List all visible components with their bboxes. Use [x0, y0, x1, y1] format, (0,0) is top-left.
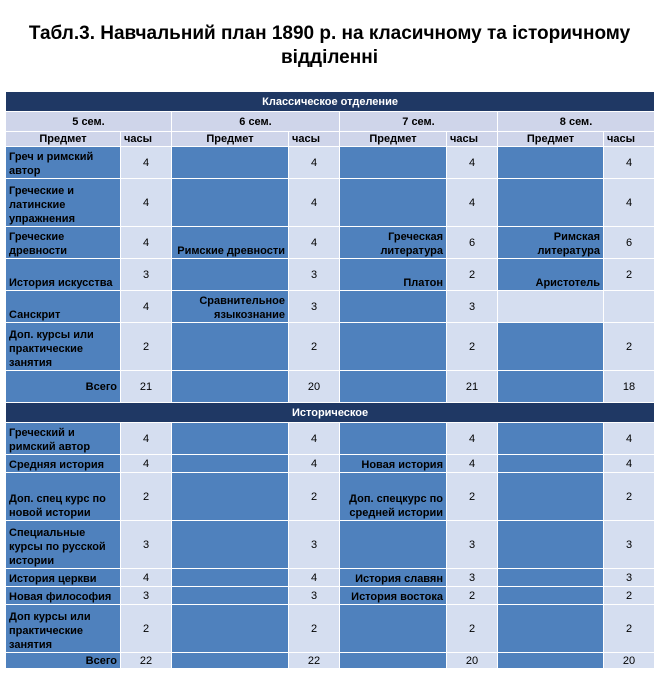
total-hours-cell: 20	[604, 653, 655, 669]
subject-cell	[340, 423, 447, 455]
subject-column-header: Предмет	[340, 132, 447, 147]
subject-cell: Доп. спецкурс по средней истории	[340, 473, 447, 521]
hours-cell: 6	[447, 227, 498, 259]
title-line-1: Табл.3. Навчальний план 1890 р. на класичному та історичному	[28, 23, 631, 44]
subject-cell	[498, 371, 604, 403]
subject-cell	[498, 147, 604, 179]
hours-cell: 4	[447, 179, 498, 227]
subject-cell	[340, 291, 447, 323]
hours-cell: 4	[447, 455, 498, 473]
semester-header: 6 сем.	[172, 112, 340, 132]
subject-cell	[172, 179, 289, 227]
hours-cell: 3	[121, 521, 172, 569]
hours-cell: 2	[604, 323, 655, 371]
table-row	[6, 147, 655, 179]
subject-cell	[498, 653, 604, 669]
semester-header: 7 сем.	[340, 112, 498, 132]
hours-cell: 2	[447, 587, 498, 605]
subject-cell: История востока	[340, 587, 447, 605]
table-row	[6, 323, 655, 371]
subject-cell	[172, 605, 289, 653]
subject-cell: Специальные курсы по русской истории	[6, 521, 121, 569]
total-hours-cell: 22	[121, 653, 172, 669]
hours-cell	[604, 291, 655, 323]
hours-cell: 3	[289, 259, 340, 291]
subject-cell	[340, 371, 447, 403]
subject-column-header: Предмет	[498, 132, 604, 147]
subject-cell	[340, 653, 447, 669]
hours-cell: 2	[121, 473, 172, 521]
subject-cell: Новая философия	[6, 587, 121, 605]
subject-cell	[498, 587, 604, 605]
table-row	[6, 291, 655, 323]
subject-cell: Римские древности	[172, 227, 289, 259]
hours-cell: 4	[289, 147, 340, 179]
hours-cell: 4	[121, 569, 172, 587]
hours-cell: 2	[289, 323, 340, 371]
subject-cell	[340, 605, 447, 653]
total-hours-cell: 18	[604, 371, 655, 403]
subject-cell: Греческий и римский автор	[6, 423, 121, 455]
hours-cell: 2	[604, 587, 655, 605]
subject-column-header: Предмет	[6, 132, 121, 147]
table-row	[6, 605, 655, 653]
subject-cell: Римская литература	[498, 227, 604, 259]
subject-cell	[498, 473, 604, 521]
subject-cell	[172, 147, 289, 179]
subject-cell: Греч и римский автор	[6, 147, 121, 179]
hours-cell: 4	[289, 569, 340, 587]
total-hours-cell: 20	[289, 371, 340, 403]
subject-cell	[172, 423, 289, 455]
subject-cell: История искусства	[6, 259, 121, 291]
hours-cell: 4	[121, 147, 172, 179]
hours-cell: 3	[604, 569, 655, 587]
subject-cell	[172, 587, 289, 605]
total-row	[6, 653, 655, 669]
hours-column-header: часы	[121, 132, 172, 147]
subject-cell: Платон	[340, 259, 447, 291]
subject-cell	[340, 521, 447, 569]
historical-section-header: Историческое	[6, 403, 655, 423]
hours-cell: 4	[604, 179, 655, 227]
subject-cell	[498, 521, 604, 569]
subject-cell: История славян	[340, 569, 447, 587]
hours-cell: 4	[289, 179, 340, 227]
total-hours-cell: 22	[289, 653, 340, 669]
semester-header: 8 сем.	[498, 112, 655, 132]
hours-cell: 2	[289, 605, 340, 653]
table-row	[6, 569, 655, 587]
subject-cell: Санскрит	[6, 291, 121, 323]
total-row	[6, 371, 655, 403]
hours-cell: 4	[289, 423, 340, 455]
subject-cell	[172, 521, 289, 569]
table-row	[6, 587, 655, 605]
hours-cell: 2	[447, 323, 498, 371]
hours-cell: 3	[447, 521, 498, 569]
hours-column-header: часы	[604, 132, 655, 147]
subject-cell	[498, 605, 604, 653]
table-row	[6, 423, 655, 455]
hours-cell: 3	[121, 587, 172, 605]
hours-cell: 6	[604, 227, 655, 259]
hours-cell: 2	[447, 605, 498, 653]
hours-cell: 3	[604, 521, 655, 569]
column-header-row	[6, 132, 655, 147]
subject-cell: История церкви	[6, 569, 121, 587]
hours-cell: 3	[289, 587, 340, 605]
page-title	[0, 22, 659, 70]
subject-cell: Аристотель	[498, 259, 604, 291]
subject-cell	[172, 569, 289, 587]
total-label: Всего	[6, 371, 121, 403]
table-row	[6, 521, 655, 569]
hours-cell: 2	[121, 605, 172, 653]
curriculum-table-body	[6, 92, 655, 669]
hours-cell: 2	[604, 605, 655, 653]
subject-cell: Новая история	[340, 455, 447, 473]
subject-cell	[498, 423, 604, 455]
subject-cell	[172, 473, 289, 521]
subject-cell: Греческая литература	[340, 227, 447, 259]
subject-cell	[340, 179, 447, 227]
hours-cell: 2	[447, 259, 498, 291]
hours-cell: 3	[289, 291, 340, 323]
hours-cell: 4	[121, 227, 172, 259]
hours-cell: 2	[604, 259, 655, 291]
hours-cell: 4	[121, 179, 172, 227]
semester-header: 5 сем.	[6, 112, 172, 132]
hours-cell: 4	[604, 147, 655, 179]
subject-cell	[172, 259, 289, 291]
subject-cell	[172, 653, 289, 669]
subject-cell: Доп курсы или практические занятия	[6, 605, 121, 653]
hours-cell: 4	[121, 423, 172, 455]
subject-cell	[498, 569, 604, 587]
subject-cell	[172, 371, 289, 403]
subject-cell	[498, 323, 604, 371]
hours-cell: 3	[447, 569, 498, 587]
classical-section-header: Классическое отделение	[6, 92, 655, 112]
hours-cell: 4	[121, 455, 172, 473]
hours-cell: 4	[447, 147, 498, 179]
hours-column-header: часы	[447, 132, 498, 147]
classical-section-row	[6, 92, 655, 112]
hours-cell: 2	[121, 323, 172, 371]
subject-cell	[498, 455, 604, 473]
hours-cell: 3	[289, 521, 340, 569]
subject-cell	[172, 455, 289, 473]
subject-cell: Греческие и латинские упражнения	[6, 179, 121, 227]
hours-cell: 4	[289, 227, 340, 259]
subject-cell: Доп. спец курс по новой истории	[6, 473, 121, 521]
subject-column-header: Предмет	[172, 132, 289, 147]
title-line-2: відділенні	[281, 47, 378, 68]
total-hours-cell: 21	[121, 371, 172, 403]
subject-cell	[340, 323, 447, 371]
table-row	[6, 179, 655, 227]
table-row	[6, 227, 655, 259]
hours-cell: 4	[447, 423, 498, 455]
curriculum-table	[5, 91, 655, 669]
subject-cell: Средняя история	[6, 455, 121, 473]
subject-cell: Сравнительное языкознание	[172, 291, 289, 323]
table-row	[6, 455, 655, 473]
hours-cell: 3	[447, 291, 498, 323]
hours-cell: 4	[289, 455, 340, 473]
semester-header-row	[6, 112, 655, 132]
total-hours-cell: 20	[447, 653, 498, 669]
subject-cell	[498, 179, 604, 227]
hours-cell: 4	[604, 455, 655, 473]
hours-cell: 3	[121, 259, 172, 291]
subject-cell	[340, 147, 447, 179]
table-row	[6, 259, 655, 291]
hours-cell: 4	[121, 291, 172, 323]
hours-cell: 2	[447, 473, 498, 521]
subject-cell: Греческие древности	[6, 227, 121, 259]
subject-cell: Доп. курсы или практические занятия	[6, 323, 121, 371]
subject-cell	[498, 291, 604, 323]
total-label: Всего	[6, 653, 121, 669]
hours-cell: 2	[289, 473, 340, 521]
historical-section-row	[6, 403, 655, 423]
hours-column-header: часы	[289, 132, 340, 147]
table-row	[6, 473, 655, 521]
hours-cell: 2	[604, 473, 655, 521]
total-hours-cell: 21	[447, 371, 498, 403]
hours-cell: 4	[604, 423, 655, 455]
subject-cell	[172, 323, 289, 371]
